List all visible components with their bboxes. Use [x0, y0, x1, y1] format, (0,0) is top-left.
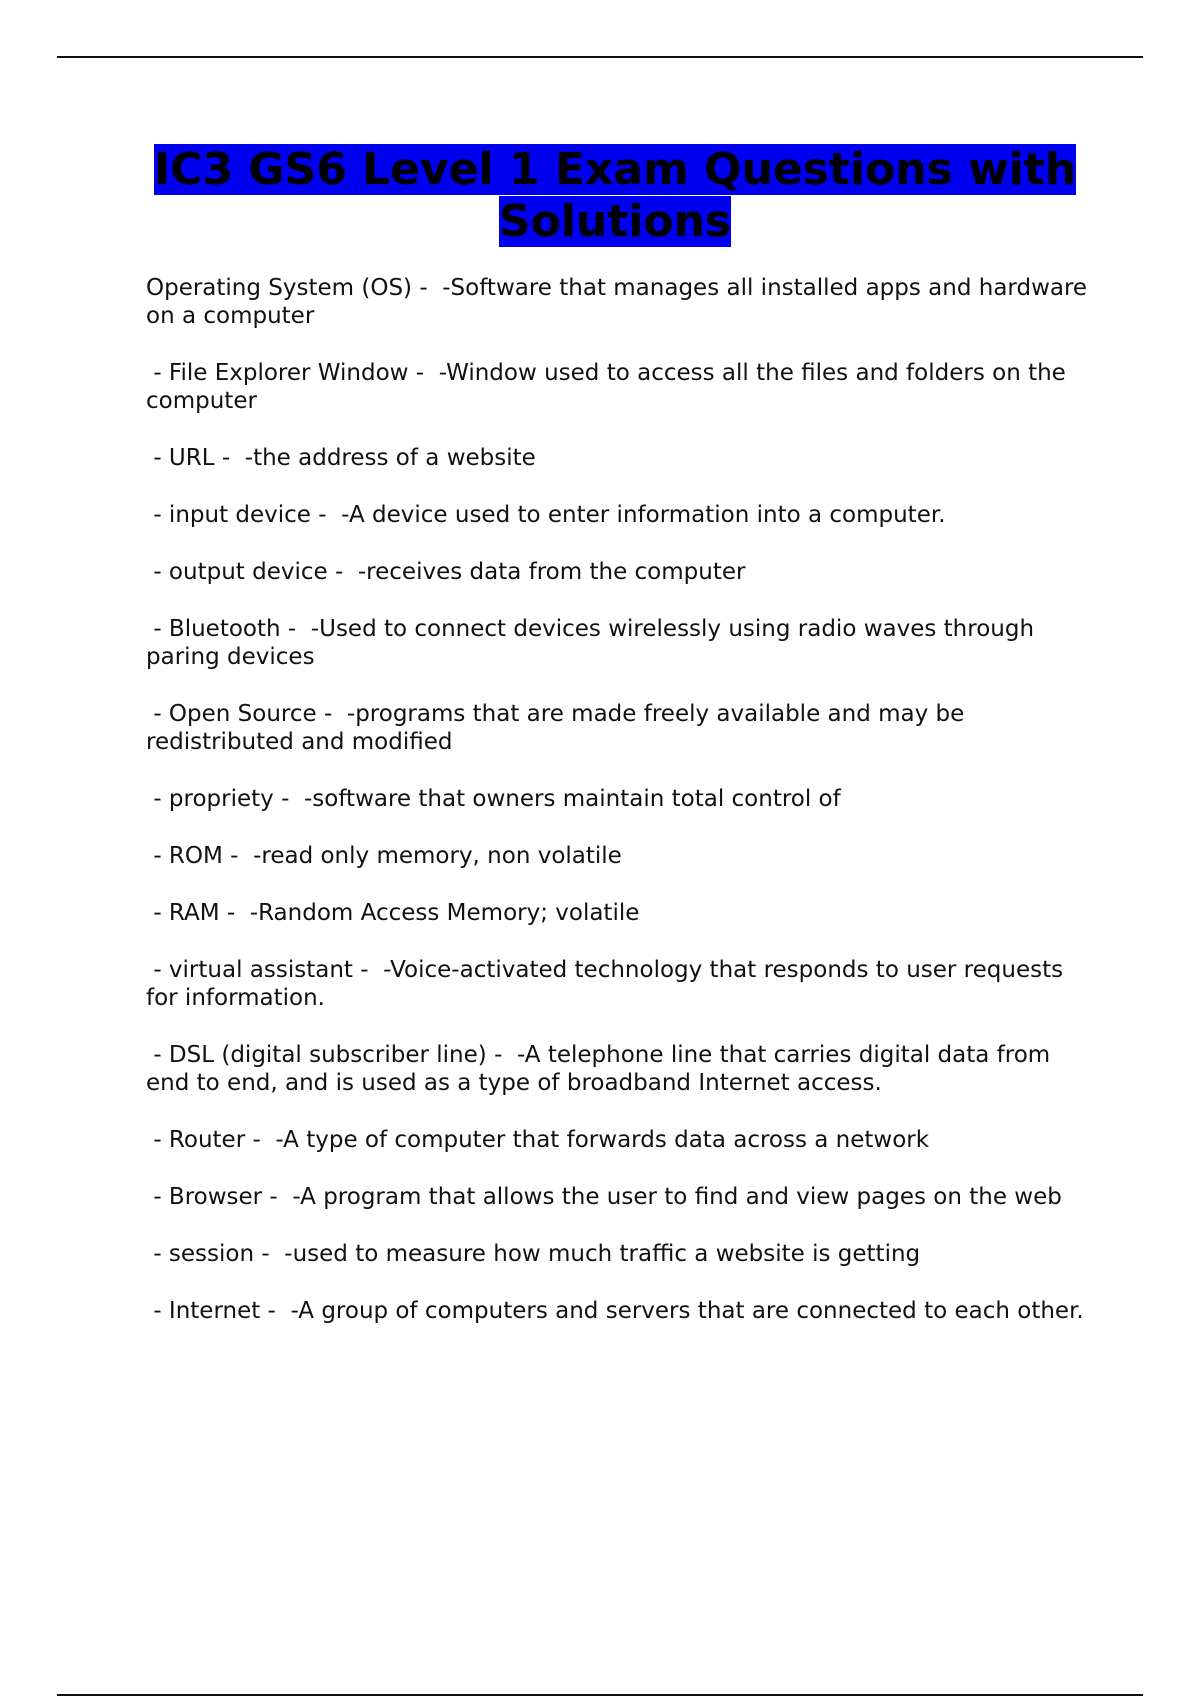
- list-item: - Browser - -A program that allows the user to find and view pages on the web: [146, 1184, 1062, 1210]
- document-title: [140, 144, 1090, 248]
- list-item: - File Explorer Window - -Window used to access all the files and folders on the computer: [146, 360, 1074, 414]
- list-item: - Router - -A type of computer that forwards data across a network: [146, 1127, 930, 1153]
- bottom-rule: [57, 1694, 1143, 1696]
- list-item: - ROM - -read only memory, non volatile: [146, 843, 622, 869]
- list-item: - session - -used to measure how much traffic a website is getting: [146, 1241, 921, 1267]
- list-item: - URL - -the address of a website: [146, 445, 536, 471]
- list-item: - RAM - -Random Access Memory; volatile: [146, 900, 640, 926]
- list-item: - DSL (digital subscriber line) - -A telephone line that carries digital data from end to end, and is used as a type of broadband Internet access.: [146, 1042, 1058, 1096]
- list-item: - Bluetooth - -Used to connect devices wirelessly using radio waves through paring devices: [146, 616, 1042, 670]
- list-item: - Open Source - -programs that are made freely available and may be redistributed and modified: [146, 701, 972, 755]
- title-block: [140, 144, 1090, 248]
- list-item: - input device - -A device used to enter information into a computer.: [146, 502, 946, 528]
- list-item: - propriety - -software that owners maintain total control of: [146, 786, 841, 812]
- list-item: - Internet - -A group of computers and servers that are connected to each other.: [146, 1298, 1084, 1324]
- list-item: - output device - -receives data from the computer: [146, 559, 746, 585]
- top-rule: [57, 56, 1143, 58]
- list-item: Operating System (OS) - -Software that manages all installed apps and hardware on a computer: [146, 275, 1095, 329]
- title-highlight: IC3 GS6 Level 1 Exam Questions with Solutions: [153, 144, 1077, 247]
- entry-list: [146, 274, 1096, 1354]
- list-item: - virtual assistant - -Voice-activated technology that responds to user requests for information.: [146, 957, 1071, 1011]
